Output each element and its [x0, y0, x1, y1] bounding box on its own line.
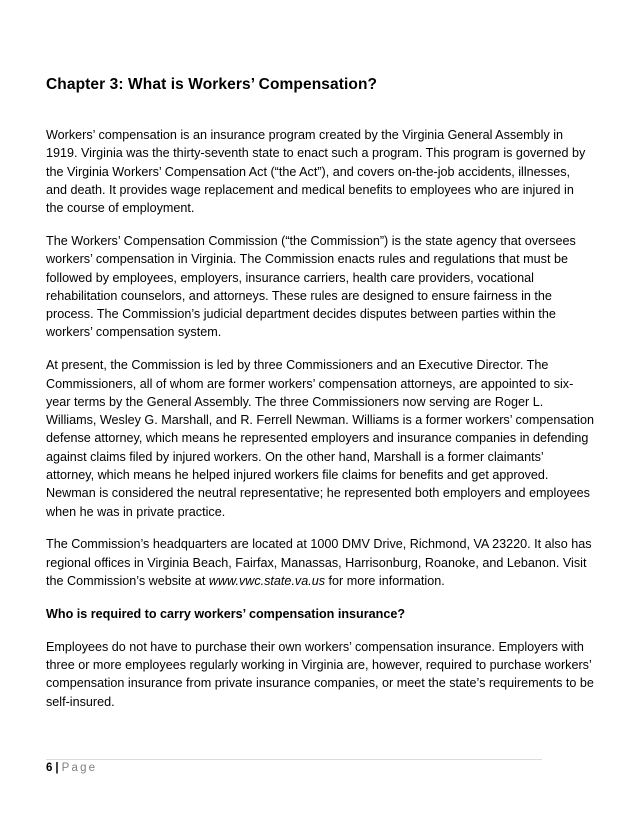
footer-separator: |	[55, 762, 59, 774]
paragraph-intro: Workers’ compensation is an insurance program created by the Virginia General Assembly in 1919. Virginia was the thirty-seventh state to enact such a program. This program is governed by the Virginia Workers’ Compensation Act (“the Act”), and covers on-the-job accidents, illnesses, and death. It provides wage replacement and medical benefits to employees who are injured in the course of employment.	[46, 128, 586, 216]
footer-divider	[46, 759, 542, 760]
page-footer	[46, 762, 97, 774]
page-label: Page	[61, 762, 98, 774]
headquarters-text-end: for more information.	[325, 574, 445, 589]
paragraph-commission: The Workers’ Compensation Commission (“the Commission”) is the state agency that oversees workers’ compensation in Virginia. The Commission enacts rules and regulations that must be followed by employees, employers, insurance carriers, health care providers, vocational rehabilitation counselors, and attorneys. These rules are designed to ensure fairness in the process. The Commission’s judicial department decides disputes between parties within the workers’ compensation system.	[46, 233, 576, 340]
headquarters-text: The Commission’s headquarters are located at 1000 DMV Drive, Richmond, VA 23220. It also has regional offices in Virginia Beach, Fairfax, Manassas, Harrisonburg, Roanoke, and Lebanon. Visit the Commission’s website at	[46, 537, 592, 589]
paragraph-requirements: Employees do not have to purchase their own workers’ compensation insurance. Employers with three or more employees regularly working in Virginia are, however, required to purchase workers’ compensation insurance from private insurance companies, or meet the state’s requirements to be self-insured.	[46, 639, 594, 709]
section-subheading: Who is required to carry workers’ compensation insurance?	[46, 606, 406, 621]
body-text	[46, 126, 594, 725]
page-number: 6	[46, 762, 53, 774]
chapter-title: Chapter 3: What is Workers’ Compensation?	[46, 76, 378, 93]
paragraph-commissioners: At present, the Commission is led by three Commissioners and an Executive Director. The Commissioners, all of whom are former workers’ compensation attorneys, are appointed to six-year terms by the General Assembly. The three Commissioners now serving are Roger L. Williams, Wesley G. Marshall, and R. Ferrell Newman. Williams is a former workers’ compensation defense attorney, which means he represented employers and insurance companies in defending against claims filed by injured workers. On the other hand, Marshall is a former claimants’ attorney, which means he helped injured workers file claims for benefits and get approved. Newman is considered the neutral representative; he represented both employers and employees when he was in private practice.	[46, 358, 594, 519]
website-link[interactable]: www.vwc.state.va.us	[208, 574, 326, 589]
paragraph-headquarters	[46, 535, 594, 590]
